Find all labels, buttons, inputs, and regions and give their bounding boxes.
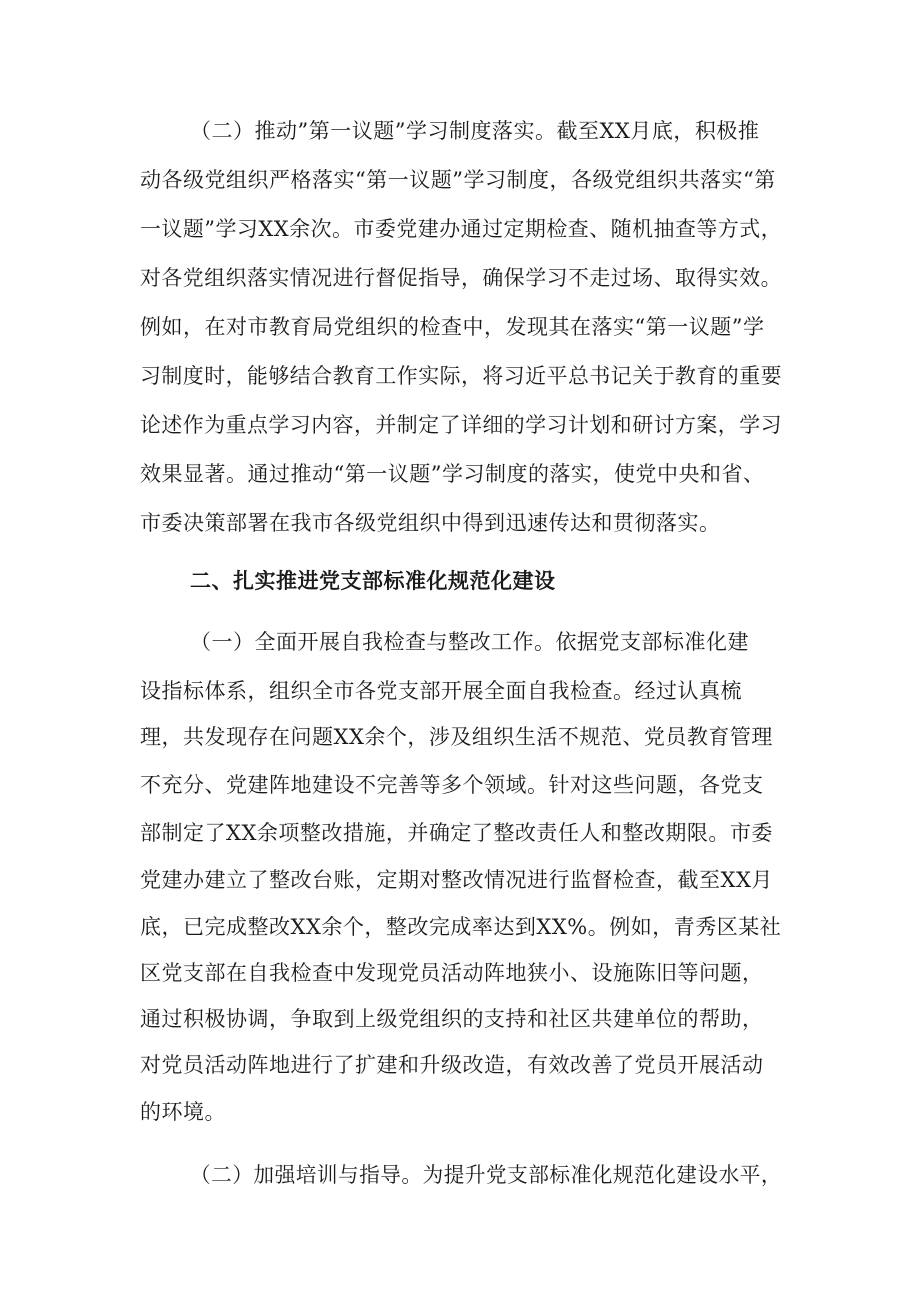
paragraph-line: 一议题”学习XX余次。市委党建办通过定期检查、随机抽查等方式，: [140, 217, 783, 241]
paragraph-line: 部制定了XX余项整改措施，并确定了整改责任人和整改期限。市委: [140, 821, 773, 845]
paragraph-line: 对各党组织落实情况进行督促指导，确保学习不走过场、取得实效。: [140, 266, 782, 290]
paragraph-line: （二）加强培训与指导。为提升党支部标准化规范化建设水平，: [190, 1163, 782, 1187]
paragraph-line: 设指标体系，组织全市各党支部开展全面自我检查。经过认真梳: [140, 679, 742, 703]
paragraph-line: 不充分、党建阵地建设不完善等多个领域。针对这些问题，各党支: [140, 773, 764, 797]
paragraph-line: 党建办建立了整改台账，定期对整改情况进行监督检查，截至XX月: [140, 868, 773, 892]
paragraph-line: （二）推动”第一议题”学习制度落实。截至XX月底，积极推: [190, 119, 760, 143]
paragraph-line: 论述作为重点学习内容，并制定了详细的学习计划和研讨方案，学习: [140, 413, 782, 437]
paragraph-line: 通过积极协调，争取到上级党组织的支持和社区共建单位的帮助，: [140, 1007, 764, 1031]
paragraph-line: 效果显著。通过推动“第一议题”学习制度的落实，使党中央和省、: [140, 462, 765, 486]
paragraph-line: 例如，在对市教育局党组织的检查中，发现其在落实“第一议题”学: [140, 315, 765, 339]
paragraph-line: 区党支部在自我检查中发现党员活动阵地狭小、设施陈旧等问题，: [140, 961, 764, 985]
paragraph-line: 习制度时，能够结合教育工作实际，将习近平总书记关于教育的重要: [140, 364, 782, 388]
paragraph-line: 对党员活动阵地进行了扩建和升级改造，有效改善了党员开展活动: [140, 1053, 764, 1077]
paragraph-line: 的环境。: [140, 1100, 226, 1124]
paragraph-line: 市委决策部署在我市各级党组织中得到迅速传达和贯彻落实。: [140, 511, 721, 535]
section-heading: 二、扎实推进党支部标准化规范化建设: [190, 569, 556, 593]
paragraph-line: （一）全面开展自我检查与整改工作。依据党支部标准化建: [190, 630, 749, 654]
paragraph-line: 理，共发现存在问题XX余个，涉及组织生活不规范、党员教育管理: [140, 725, 773, 749]
paragraph-line: 底，已完成整改XX余个，整改完成率达到XX%。例如，青秀区某社: [140, 915, 782, 939]
paragraph-line: 动各级党组织严格落实“第一议题”学习制度，各级党组织共落实“第: [140, 168, 776, 192]
